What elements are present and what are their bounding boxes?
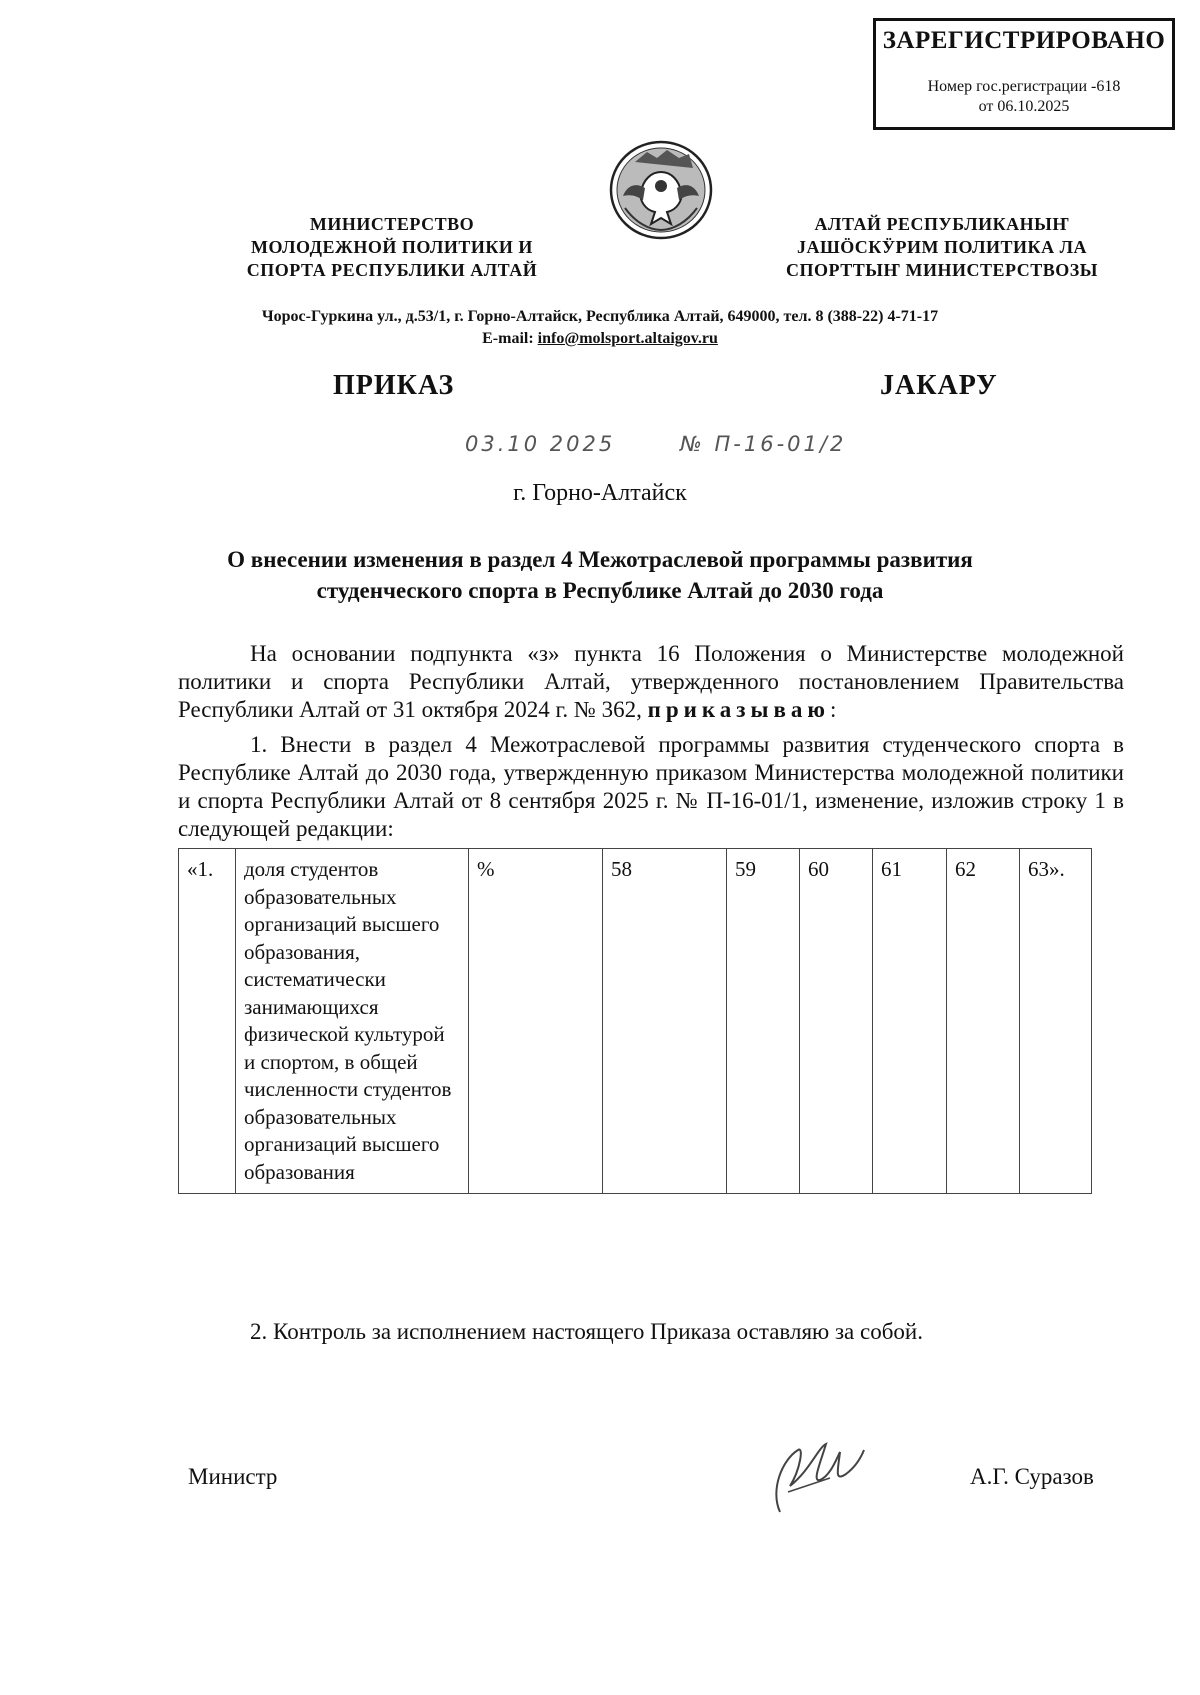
cell-value: 58: [603, 849, 727, 1194]
stamp-number: Номер гос.регистрации -618: [927, 78, 1121, 95]
indicator-table: [178, 848, 1092, 1194]
title-line-1: О внесении изменения в раздел 4 Межотраслевой программы развития: [227, 547, 973, 572]
ministry-ru-line-3: СПОРТА РЕСПУБЛИКИ АЛТАЙ: [246, 260, 538, 280]
handwritten-number: № П-16-01/2: [680, 432, 847, 456]
document-title: [190, 544, 1010, 606]
order-label-altai: ЈАКАРУ: [880, 370, 998, 401]
cell-indicator: доля студентов образовательных организаций высшего образования, систематически занимающихся физической культурой и спортом, в общей численности студентов образовательных организаций высшего образования: [236, 849, 469, 1194]
title-line-2: студенческого спорта в Республике Алтай до 2030 года: [316, 578, 884, 603]
registration-stamp: [873, 18, 1175, 130]
handwritten-signature: [760, 1430, 870, 1520]
address-line: Чорос-Гуркина ул., д.53/1, г. Горно-Алтайск, Республика Алтай, 649000, тел. 8 (388-22) 4-71-17: [261, 308, 939, 325]
cell-value: 63».: [1020, 849, 1092, 1194]
stamp-date: от 06.10.2025: [978, 98, 1070, 115]
decree-word: приказываю: [647, 697, 830, 722]
cell-value: 61: [873, 849, 947, 1194]
ministry-name-russian: [222, 213, 562, 282]
cell-value: 60: [800, 849, 873, 1194]
item-2-paragraph: 2. Контроль за исполнением настоящего Приказа оставляю за собой.: [250, 1319, 923, 1344]
ministry-name-altai: [762, 213, 1122, 282]
preamble-end: :: [830, 697, 837, 722]
ministry-ru-line-1: МИНИСТЕРСТВО: [309, 214, 475, 234]
cell-unit: %: [469, 849, 603, 1194]
signatory-role: Министр: [188, 1464, 278, 1489]
item-1-paragraph: 1. Внести в раздел 4 Межотраслевой программы развития студенческого спорта в Республике Алтай до 2030 года, утвержденную приказом Министерства молодежной политики и спорта Республики Алтай от 8 сентября 2025 г. № П-16-01/1, изменение, изложив строку 1 в следующей редакции:: [178, 732, 1124, 841]
handwritten-date: 03.10 2025: [465, 432, 616, 456]
stamp-title: ЗАРЕГИСТРИРОВАНО: [882, 27, 1166, 54]
city-line: г. Горно-Алтайск: [513, 480, 687, 506]
coat-of-arms-emblem: [605, 138, 717, 242]
ministry-ru-line-2: МОЛОДЕЖНОЙ ПОЛИТИКИ И: [251, 237, 533, 257]
table-row: [179, 849, 1092, 1194]
email-line: [0, 328, 1200, 350]
preamble-paragraph: [178, 640, 1124, 724]
order-label-russian: ПРИКАЗ: [333, 370, 455, 401]
address-block: [0, 306, 1200, 350]
email-label: E-mail:: [482, 330, 538, 347]
cell-value: 62: [947, 849, 1020, 1194]
ministry-alt-line-3: СПОРТТЫҤ МИНИСТЕРСТВОЗЫ: [786, 260, 1098, 280]
signatory-name: А.Г. Суразов: [970, 1464, 1094, 1489]
cell-number: «1.: [179, 849, 236, 1194]
email-link[interactable]: info@molsport.altaigov.ru: [537, 330, 718, 347]
cell-value: 59: [727, 849, 800, 1194]
ministry-alt-line-1: АЛТАЙ РЕСПУБЛИКАНЫҤ: [814, 214, 1070, 234]
ministry-alt-line-2: ЈАШӦСКӰРИМ ПОЛИТИКА ЛА: [797, 237, 1087, 257]
preamble-text: На основании подпункта «з» пункта 16 Положения о Министерстве молодежной политики и спорта Республики Алтай, утвержденного постановлением Правительства Республики Алтай от 31 октября 2024 г. № 362,: [178, 641, 1124, 722]
